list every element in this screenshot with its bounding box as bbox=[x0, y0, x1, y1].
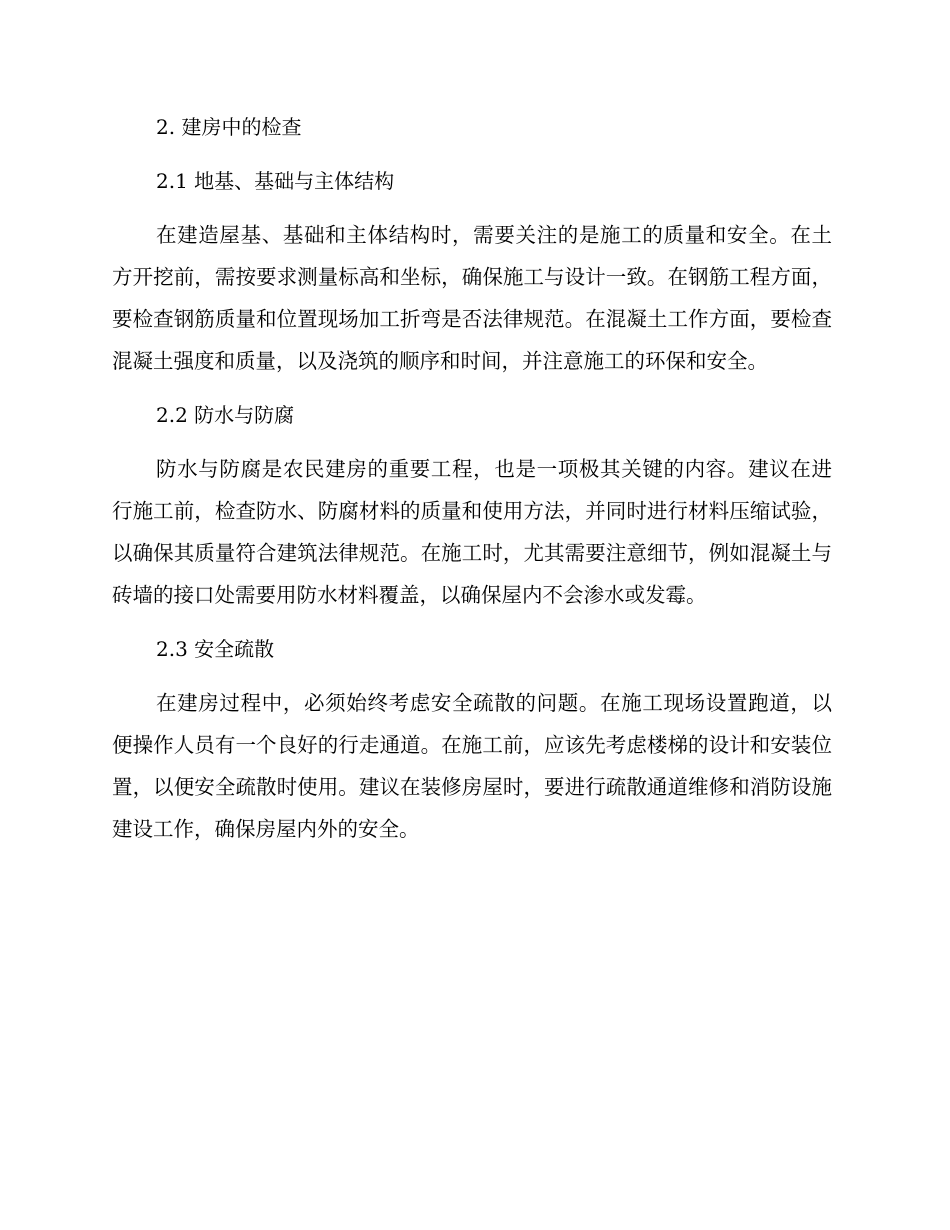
paragraph-waterproofing: 防水与防腐是农民建房的重要工程，也是一项极其关键的内容。建议在进行施工前，检查防水、防腐材料的质量和使用方法，并同时进行材料压缩试验，以确保其质量符合建筑法律规范。在施工时，尤其需要注意细节，例如混凝土与砖墙的接口处需要用防水材料覆盖，以确保屋内不会渗水或发霉。 bbox=[112, 457, 832, 607]
document-page bbox=[112, 108, 832, 850]
paragraph-evacuation: 在建房过程中，必须始终考虑安全疏散的问题。在施工现场设置跑道，以便操作人员有一个良好的行走通道。在施工前，应该先考虑楼梯的设计和安装位置，以便安全疏散时使用。建议在装修房屋时，要进行疏散通道维修和消防设施建设工作，确保房屋内外的安全。 bbox=[112, 691, 832, 841]
subsection-heading-evacuation: 2.3 安全疏散 bbox=[156, 637, 275, 661]
paragraph-foundation: 在建造屋基、基础和主体结构时，需要关注的是施工的质量和安全。在土方开挖前，需按要求测量标高和坐标，确保施工与设计一致。在钢筋工程方面，要检查钢筋质量和位置现场加工折弯是否法律规范。在混凝土工作方面，要检查混凝土强度和质量，以及浇筑的顺序和时间，并注意施工的环保和安全。 bbox=[112, 223, 832, 373]
subsection-heading-foundation: 2.1 地基、基础与主体结构 bbox=[156, 169, 395, 193]
subsection-heading-waterproofing: 2.2 防水与防腐 bbox=[156, 403, 295, 427]
section-heading: 2. 建房中的检查 bbox=[156, 115, 302, 139]
